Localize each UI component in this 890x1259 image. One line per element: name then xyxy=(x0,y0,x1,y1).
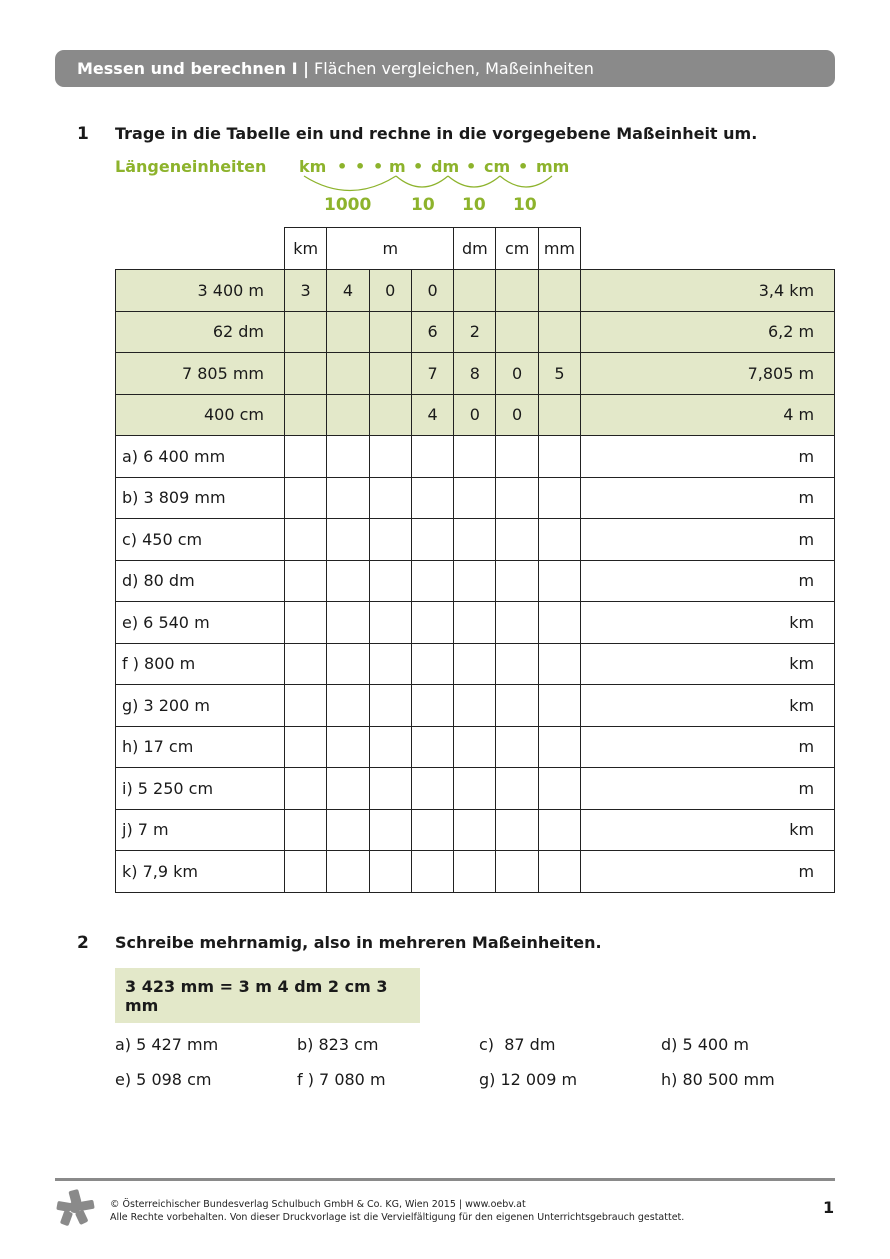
answer-digit-cell[interactable] xyxy=(411,602,453,644)
answer-digit-cell[interactable] xyxy=(538,519,580,561)
answer-digit-cell[interactable] xyxy=(454,436,496,478)
answer-digit-cell[interactable] xyxy=(411,685,453,727)
answer-digit-cell[interactable] xyxy=(411,726,453,768)
example-result: 3,4 km xyxy=(581,270,835,312)
answer-digit-cell[interactable] xyxy=(327,519,369,561)
task2-example: 3 423 mm = 3 m 4 dm 2 cm 3 mm xyxy=(115,968,420,1023)
task-row xyxy=(116,768,835,810)
answer-digit-cell[interactable] xyxy=(454,477,496,519)
digit-cell xyxy=(538,311,580,353)
footer-divider xyxy=(55,1178,835,1181)
task-result-unit[interactable]: km xyxy=(581,643,835,685)
factor-10-a: 10 xyxy=(411,195,435,215)
conversion-arcs xyxy=(0,0,890,260)
example-row xyxy=(116,270,835,312)
answer-digit-cell[interactable] xyxy=(327,851,369,893)
answer-digit-cell[interactable] xyxy=(454,851,496,893)
task2-item-e: e) 5 098 cm xyxy=(115,1070,212,1089)
task-row xyxy=(116,436,835,478)
answer-digit-cell[interactable] xyxy=(411,643,453,685)
dot-6: • xyxy=(518,157,529,176)
col-header-cm: cm xyxy=(496,228,538,270)
digit-cell xyxy=(369,353,411,395)
task-label: c) 450 cm xyxy=(116,519,285,561)
example-label: 62 dm xyxy=(116,311,285,353)
example-label: 3 400 m xyxy=(116,270,285,312)
task2-item-b: b) 823 cm xyxy=(297,1035,379,1054)
col-header-dm: dm xyxy=(454,228,496,270)
task-label: j) 7 m xyxy=(116,809,285,851)
task2-item-a: a) 5 427 mm xyxy=(115,1035,219,1054)
answer-digit-cell[interactable] xyxy=(496,726,538,768)
answer-digit-cell[interactable] xyxy=(369,685,411,727)
task2-item-f: f ) 7 080 m xyxy=(297,1070,386,1089)
task1-instruction: Trage in die Tabelle ein und rechne in die vorgegebene Maßeinheit um. xyxy=(115,124,758,143)
digit-cell xyxy=(496,270,538,312)
task-label: h) 17 cm xyxy=(116,726,285,768)
answer-digit-cell[interactable] xyxy=(285,477,327,519)
digit-cell: 2 xyxy=(454,311,496,353)
answer-digit-cell[interactable] xyxy=(411,519,453,561)
digit-cell: 0 xyxy=(369,270,411,312)
answer-digit-cell[interactable] xyxy=(327,560,369,602)
task-result-unit[interactable]: m xyxy=(581,726,835,768)
footer-copyright xyxy=(110,1198,684,1224)
answer-digit-cell[interactable] xyxy=(327,643,369,685)
digit-cell: 0 xyxy=(454,394,496,436)
digit-cell: 0 xyxy=(411,270,453,312)
task-label: i) 5 250 cm xyxy=(116,768,285,810)
answer-digit-cell[interactable] xyxy=(538,851,580,893)
answer-digit-cell[interactable] xyxy=(496,809,538,851)
task2-instruction: Schreibe mehrnamig, also in mehreren Maßeinheiten. xyxy=(115,933,602,952)
task-label: k) 7,9 km xyxy=(116,851,285,893)
answer-digit-cell[interactable] xyxy=(327,809,369,851)
digit-cell xyxy=(327,311,369,353)
factor-1000: 1000 xyxy=(324,195,372,215)
task-row xyxy=(116,519,835,561)
header-title-rest: Flächen vergleichen, Maßeinheiten xyxy=(308,59,594,78)
answer-digit-cell[interactable] xyxy=(538,477,580,519)
task-row xyxy=(116,477,835,519)
task-row xyxy=(116,685,835,727)
answer-digit-cell[interactable] xyxy=(285,519,327,561)
dot-2: • xyxy=(355,157,366,176)
header-title-bold: Messen und berechnen I | xyxy=(77,59,309,78)
digit-cell: 4 xyxy=(327,270,369,312)
digit-cell xyxy=(538,270,580,312)
answer-digit-cell[interactable] xyxy=(454,560,496,602)
factor-10-b: 10 xyxy=(462,195,486,215)
answer-digit-cell[interactable] xyxy=(285,685,327,727)
digit-cell xyxy=(327,394,369,436)
answer-digit-cell[interactable] xyxy=(496,436,538,478)
task2-item-g: g) 12 009 m xyxy=(479,1070,578,1089)
task-row xyxy=(116,560,835,602)
col-header-km: km xyxy=(285,228,327,270)
task-result-unit[interactable]: m xyxy=(581,436,835,478)
example-result: 4 m xyxy=(581,394,835,436)
dot-4: • xyxy=(413,157,424,176)
dot-5: • xyxy=(466,157,477,176)
dot-3: • xyxy=(373,157,384,176)
digit-cell: 5 xyxy=(538,353,580,395)
digit-cell xyxy=(285,311,327,353)
unit-km: km xyxy=(299,157,327,176)
answer-digit-cell[interactable] xyxy=(369,809,411,851)
answer-digit-cell[interactable] xyxy=(454,643,496,685)
answer-digit-cell[interactable] xyxy=(538,560,580,602)
footer-line-1: © Österreichischer Bundesverlag Schulbuch GmbH & Co. KG, Wien 2015 | www.oebv.at xyxy=(110,1199,526,1210)
example-row xyxy=(116,311,835,353)
answer-digit-cell[interactable] xyxy=(496,602,538,644)
answer-digit-cell[interactable] xyxy=(327,436,369,478)
digit-cell: 4 xyxy=(411,394,453,436)
footer-line-2: Alle Rechte vorbehalten. Von dieser Druckvorlage ist die Vervielfältigung für den eigenen Unterrichtsgebrauch gestattet. xyxy=(110,1212,685,1223)
answer-digit-cell[interactable] xyxy=(327,685,369,727)
digit-cell xyxy=(285,394,327,436)
answer-digit-cell[interactable] xyxy=(411,560,453,602)
answer-digit-cell[interactable] xyxy=(454,809,496,851)
answer-digit-cell[interactable] xyxy=(538,643,580,685)
answer-digit-cell[interactable] xyxy=(496,477,538,519)
answer-digit-cell[interactable] xyxy=(285,768,327,810)
answer-digit-cell[interactable] xyxy=(454,768,496,810)
publisher-logo-icon xyxy=(55,1188,97,1226)
answer-digit-cell[interactable] xyxy=(369,726,411,768)
task-label: f ) 800 m xyxy=(116,643,285,685)
task-result-unit[interactable]: m xyxy=(581,851,835,893)
answer-digit-cell[interactable] xyxy=(369,436,411,478)
answer-digit-cell[interactable] xyxy=(411,768,453,810)
task-label: g) 3 200 m xyxy=(116,685,285,727)
answer-digit-cell[interactable] xyxy=(496,519,538,561)
task-row xyxy=(116,809,835,851)
dot-1: • xyxy=(337,157,348,176)
answer-digit-cell[interactable] xyxy=(454,685,496,727)
example-row xyxy=(116,394,835,436)
task-result-unit[interactable]: m xyxy=(581,477,835,519)
task-result-unit[interactable]: km xyxy=(581,602,835,644)
answer-digit-cell[interactable] xyxy=(411,809,453,851)
answer-digit-cell[interactable] xyxy=(285,851,327,893)
answer-digit-cell[interactable] xyxy=(285,726,327,768)
answer-digit-cell[interactable] xyxy=(369,768,411,810)
task-result-unit[interactable]: m xyxy=(581,768,835,810)
answer-digit-cell[interactable] xyxy=(411,851,453,893)
task-row xyxy=(116,643,835,685)
answer-digit-cell[interactable] xyxy=(496,560,538,602)
answer-digit-cell[interactable] xyxy=(454,519,496,561)
answer-digit-cell[interactable] xyxy=(496,768,538,810)
task2-item-c: c) 87 dm xyxy=(479,1035,556,1054)
answer-digit-cell[interactable] xyxy=(454,726,496,768)
task2-item-h: h) 80 500 mm xyxy=(661,1070,775,1089)
example-row xyxy=(116,353,835,395)
answer-digit-cell[interactable] xyxy=(285,643,327,685)
digit-cell xyxy=(327,353,369,395)
task-result-unit[interactable]: km xyxy=(581,809,835,851)
digit-cell: 7 xyxy=(411,353,453,395)
answer-digit-cell[interactable] xyxy=(496,851,538,893)
conversion-table xyxy=(115,227,835,893)
example-result: 7,805 m xyxy=(581,353,835,395)
digit-cell xyxy=(538,394,580,436)
answer-digit-cell[interactable] xyxy=(369,519,411,561)
digit-cell: 0 xyxy=(496,353,538,395)
units-label: Längeneinheiten xyxy=(115,157,267,176)
digit-cell xyxy=(369,394,411,436)
answer-digit-cell[interactable] xyxy=(411,436,453,478)
unit-mm: mm xyxy=(536,157,570,176)
answer-digit-cell[interactable] xyxy=(538,685,580,727)
task-label: e) 6 540 m xyxy=(116,602,285,644)
task-row xyxy=(116,726,835,768)
answer-digit-cell[interactable] xyxy=(327,602,369,644)
answer-digit-cell[interactable] xyxy=(285,602,327,644)
digit-cell: 6 xyxy=(411,311,453,353)
answer-digit-cell[interactable] xyxy=(327,477,369,519)
answer-digit-cell[interactable] xyxy=(369,602,411,644)
task2-item-d: d) 5 400 m xyxy=(661,1035,749,1054)
task-result-unit[interactable]: m xyxy=(581,560,835,602)
page-number: 1 xyxy=(823,1198,835,1217)
answer-digit-cell[interactable] xyxy=(369,643,411,685)
answer-digit-cell[interactable] xyxy=(496,643,538,685)
answer-digit-cell[interactable] xyxy=(538,436,580,478)
task-row xyxy=(116,602,835,644)
task-row xyxy=(116,851,835,893)
digit-cell xyxy=(285,353,327,395)
answer-digit-cell[interactable] xyxy=(327,768,369,810)
answer-digit-cell[interactable] xyxy=(538,726,580,768)
task-label: a) 6 400 mm xyxy=(116,436,285,478)
unit-cm: cm xyxy=(484,157,511,176)
digit-cell xyxy=(454,270,496,312)
answer-digit-cell[interactable] xyxy=(496,685,538,727)
answer-digit-cell[interactable] xyxy=(369,851,411,893)
col-header-m: m xyxy=(327,228,454,270)
answer-digit-cell[interactable] xyxy=(538,809,580,851)
answer-digit-cell[interactable] xyxy=(327,726,369,768)
unit-dm: dm xyxy=(431,157,460,176)
task2-number: 2 xyxy=(77,933,89,953)
task-result-unit[interactable]: m xyxy=(581,519,835,561)
answer-digit-cell[interactable] xyxy=(285,809,327,851)
answer-digit-cell[interactable] xyxy=(454,602,496,644)
task-label: d) 80 dm xyxy=(116,560,285,602)
factor-10-c: 10 xyxy=(513,195,537,215)
digit-cell xyxy=(496,311,538,353)
digit-cell: 0 xyxy=(496,394,538,436)
answer-digit-cell[interactable] xyxy=(538,768,580,810)
table-header-row xyxy=(116,228,835,270)
answer-digit-cell[interactable] xyxy=(538,602,580,644)
example-label: 7 805 mm xyxy=(116,353,285,395)
example-result: 6,2 m xyxy=(581,311,835,353)
digit-cell xyxy=(369,311,411,353)
task-result-unit[interactable]: km xyxy=(581,685,835,727)
digit-cell: 3 xyxy=(285,270,327,312)
digit-cell: 8 xyxy=(454,353,496,395)
answer-digit-cell[interactable] xyxy=(369,560,411,602)
example-label: 400 cm xyxy=(116,394,285,436)
answer-digit-cell[interactable] xyxy=(369,477,411,519)
unit-m: m xyxy=(389,157,406,176)
answer-digit-cell[interactable] xyxy=(285,560,327,602)
task1-number: 1 xyxy=(77,124,89,144)
answer-digit-cell[interactable] xyxy=(285,436,327,478)
col-header-mm: mm xyxy=(538,228,580,270)
task-label: b) 3 809 mm xyxy=(116,477,285,519)
answer-digit-cell[interactable] xyxy=(411,477,453,519)
